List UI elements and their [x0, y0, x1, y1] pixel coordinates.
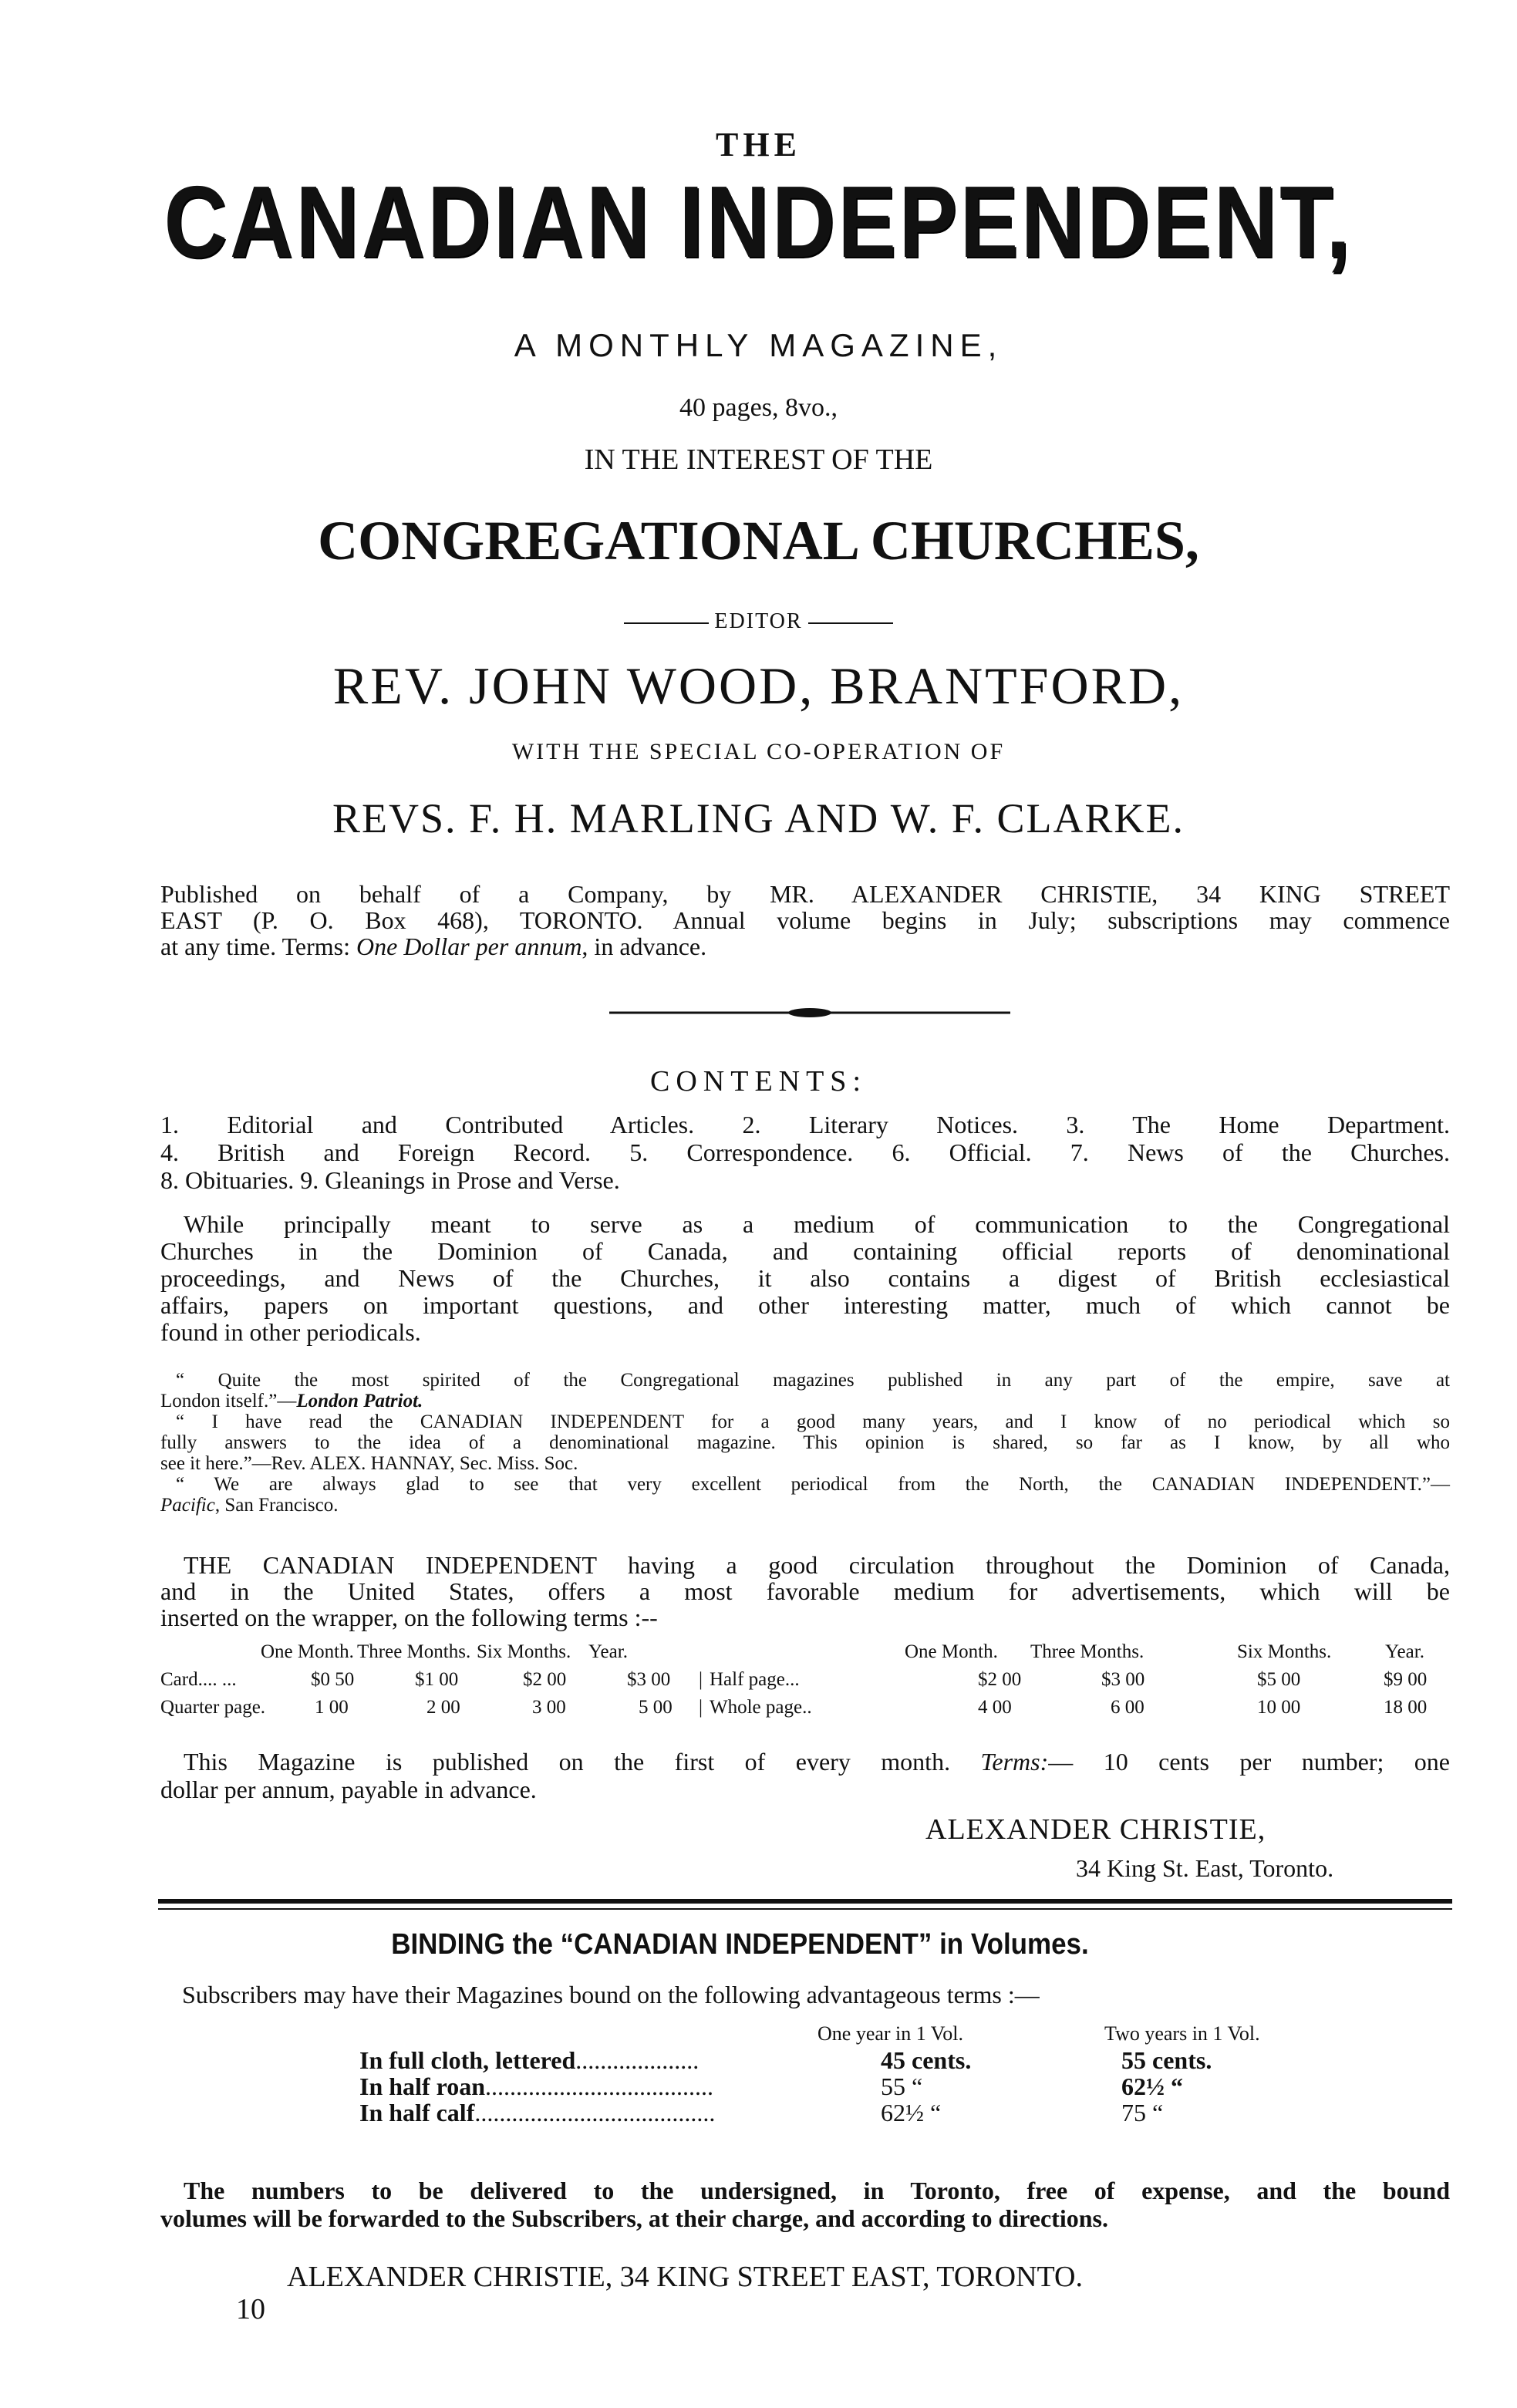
description-line-2: Churches in the Dominion of Canada, and containing official reports of denominational — [160, 1237, 1450, 1265]
signer-address: 34 King St. East, Toronto. — [1076, 1854, 1334, 1882]
advertising-paragraph — [160, 1552, 1450, 1631]
testimonial-3-text: , San Francisco. — [214, 1495, 339, 1516]
binding-cell: 62½ “ — [1121, 2072, 1183, 2100]
rate-row-label: Quarter page. — [160, 1697, 266, 1718]
description-line-1: While principally meant to serve as a medium of communication to the Congregational — [184, 1210, 1450, 1238]
rate-cell: $2 00 — [978, 1669, 1022, 1690]
rate-cell: 4 00 — [978, 1697, 1012, 1718]
contents-line-3: 8. Obituaries. 9. Gleanings in Prose and Verse. — [160, 1166, 620, 1194]
binding-col-header-2: Two years in 1 Vol. — [1104, 2022, 1260, 2045]
double-rule-top — [158, 1899, 1452, 1904]
binding-row-label: In half calf — [359, 2099, 475, 2126]
leader-dots: ....................................... — [474, 2099, 716, 2126]
contents-line-2: 4. British and Foreign Record. 5. Correspondence. 6. Official. 7. News of the Churches. — [160, 1138, 1450, 1166]
binding-cell: 62½ “ — [881, 2099, 942, 2126]
coeditors: REVS. F. H. MARLING AND W. F. CLARKE. — [332, 795, 1185, 841]
testimonials — [160, 1370, 1450, 1516]
testimonial-2-line-3: see it here.”—Rev. ALEX. HANNAY, Sec. Miss. Soc. — [160, 1453, 578, 1474]
editor-name: REV. JOHN WOOD, BRANTFORD, — [332, 656, 1185, 715]
rate-cell: $0 50 — [311, 1669, 355, 1690]
dash-right — [808, 622, 893, 624]
publisher-terms: One Dollar per annum — [356, 933, 582, 960]
rate-row-label: Card.... ... — [160, 1669, 237, 1690]
col-header: Year. — [1385, 1641, 1424, 1662]
col-header: Six Months. — [477, 1641, 571, 1662]
testimonial-2-line-1: “ I have read the CANADIAN INDEPENDENT for a good many years, and I know of no periodical which so — [176, 1411, 1450, 1432]
table-divider: | — [699, 1697, 703, 1718]
rate-cell: 10 00 — [1257, 1697, 1301, 1718]
contents-heading: CONTENTS: — [650, 1065, 867, 1098]
rate-cell: 2 00 — [426, 1697, 460, 1718]
the-heading: THE — [716, 126, 801, 164]
ornament-divider — [609, 1007, 1010, 1018]
rate-cell: $9 00 — [1384, 1669, 1428, 1690]
binding-cell: 75 “ — [1121, 2099, 1164, 2126]
signer-name: ALEXANDER CHRISTIE, — [925, 1813, 1266, 1846]
testimonial-3-line-2 — [160, 1495, 1450, 1516]
publisher-line-3b: , in advance. — [582, 933, 707, 960]
binding-row-label: In full cloth, lettered — [359, 2046, 576, 2074]
rate-cell: $3 00 — [1101, 1669, 1145, 1690]
rate-cell: 6 00 — [1111, 1697, 1144, 1718]
col-header: Three Months. — [1030, 1641, 1144, 1662]
pages-info: 40 pages, 8vo., — [679, 393, 838, 422]
editor-label: EDITOR — [714, 609, 803, 633]
rate-cell: 3 00 — [532, 1697, 566, 1718]
col-header: Three Months. — [357, 1641, 471, 1662]
binding-heading: BINDING the “CANADIAN INDEPENDENT” in Volumes. — [391, 1928, 1089, 1961]
testimonial-1-source: London Patriot. — [296, 1391, 423, 1411]
testimonial-3-line-1: “ We are always glad to see that very excellent periodical from the North, the CANADIAN INDEPENDENT.”— — [176, 1474, 1450, 1495]
rate-cell: 5 00 — [639, 1697, 673, 1718]
publication-line-1 — [160, 1748, 1450, 1776]
col-header: One Month. — [261, 1641, 354, 1662]
binding-note-line-2: volumes will be forwarded to the Subscribers, at their charge, and according to directions. — [160, 2204, 1108, 2232]
congregational-churches: CONGREGATIONAL CHURCHES, — [318, 510, 1199, 572]
col-header: Year. — [588, 1641, 628, 1662]
leader-dots: .................... — [575, 2046, 700, 2074]
contents-line-1: 1. Editorial and Contributed Articles. 2. Literary Notices. 3. The Home Department. — [160, 1111, 1450, 1138]
description-line-5: found in other periodicals. — [160, 1318, 421, 1346]
binding-row — [359, 2099, 715, 2126]
binding-row — [359, 2073, 713, 2099]
publication-line-2: dollar per annum, payable in advance. — [160, 1776, 537, 1803]
publisher-paragraph — [160, 881, 1450, 959]
testimonial-1-line-2 — [160, 1391, 1450, 1411]
description-paragraph — [160, 1211, 1450, 1346]
binding-col-header-1: One year in 1 Vol. — [817, 2022, 963, 2045]
contents-list — [160, 1111, 1450, 1194]
binding-row — [359, 2047, 699, 2073]
rate-cell: 1 00 — [315, 1697, 349, 1718]
rate-cell: $2 00 — [523, 1669, 567, 1690]
testimonial-1-text: London itself.”— — [160, 1391, 297, 1411]
testimonial-1-line-1: “ Quite the most spirited of the Congregational magazines published in any part of the empire, save at — [176, 1370, 1450, 1391]
rate-cell: $1 00 — [415, 1669, 459, 1690]
testimonial-2-line-2: fully answers to the idea of a denominational magazine. This opinion is shared, so far as I know, by all who — [160, 1432, 1450, 1453]
publication-paragraph — [160, 1748, 1450, 1803]
binding-note-line-1: The numbers to be delivered to the undersigned, in Toronto, free of expense, and the bound — [184, 2177, 1450, 2204]
binding-intro: Subscribers may have their Magazines bound on the following advantageous terms :— — [182, 1981, 1040, 2008]
publication-line-1a: This Magazine is published on the first of every month. — [184, 1748, 981, 1776]
binding-row-label: In half roan — [359, 2072, 486, 2100]
binding-cell: 55 cents. — [1121, 2046, 1212, 2074]
publisher-line-3 — [160, 933, 1450, 959]
page-number: 10 — [236, 2293, 265, 2325]
advertising-line-3: inserted on the wrapper, on the following terms :-- — [160, 1604, 658, 1631]
publisher-line-3a: at any time. Terms: — [160, 933, 356, 960]
cooperation-line: WITH THE SPECIAL CO-OPERATION OF — [511, 739, 1006, 764]
advertising-line-2: and in the United States, offers a most favorable medium for advertisements, which will be — [160, 1577, 1450, 1605]
editor-label-row — [0, 609, 1517, 634]
publisher-line-1: Published on behalf of a Company, by MR. ALEXANDER CHRISTIE, 34 KING STREET — [160, 880, 1450, 908]
description-line-3: proceedings, and News of the Churches, it also contains a digest of British ecclesiastical — [160, 1264, 1450, 1292]
publication-terms: Terms: — [980, 1748, 1049, 1776]
col-header: One Month. — [905, 1641, 998, 1662]
description-line-4: affairs, papers on important questions, and other interesting matter, much of which cannot be — [160, 1291, 1450, 1319]
binding-note — [160, 2177, 1450, 2232]
magazine-subtitle: A MONTHLY MAGAZINE, — [514, 327, 1003, 363]
binding-table — [359, 2047, 1362, 2132]
rates-table — [160, 1641, 1450, 1734]
rate-cell: $3 00 — [627, 1669, 671, 1690]
closing-address: ALEXANDER CHRISTIE, 34 KING STREET EAST, TORONTO. — [287, 2261, 1083, 2293]
masthead-title: CANADIAN INDEPENDENT, — [163, 165, 1354, 278]
rate-cell: $5 00 — [1257, 1669, 1301, 1690]
publisher-line-2: EAST (P. O. Box 468), TORONTO. Annual volume begins in July; subscriptions may commence — [160, 906, 1450, 934]
binding-cell: 55 “ — [881, 2072, 923, 2100]
advertising-line-1: THE CANADIAN INDEPENDENT having a good circulation throughout the Dominion of Canada, — [184, 1551, 1450, 1579]
double-rule-bottom — [158, 1908, 1452, 1910]
testimonial-3-source: Pacific — [160, 1495, 215, 1516]
table-divider: | — [699, 1669, 703, 1690]
rate-row-label: Half page... — [710, 1669, 800, 1690]
rate-cell: 18 00 — [1384, 1697, 1428, 1718]
publication-line-1b: — 10 cents per number; one — [1048, 1748, 1451, 1776]
leader-dots: ..................................... — [485, 2072, 714, 2100]
dash-left — [624, 622, 709, 624]
rate-row-label: Whole page.. — [710, 1697, 812, 1718]
col-header: Six Months. — [1237, 1641, 1332, 1662]
interest-line: IN THE INTEREST OF THE — [584, 443, 933, 476]
binding-cell: 45 cents. — [881, 2046, 972, 2074]
